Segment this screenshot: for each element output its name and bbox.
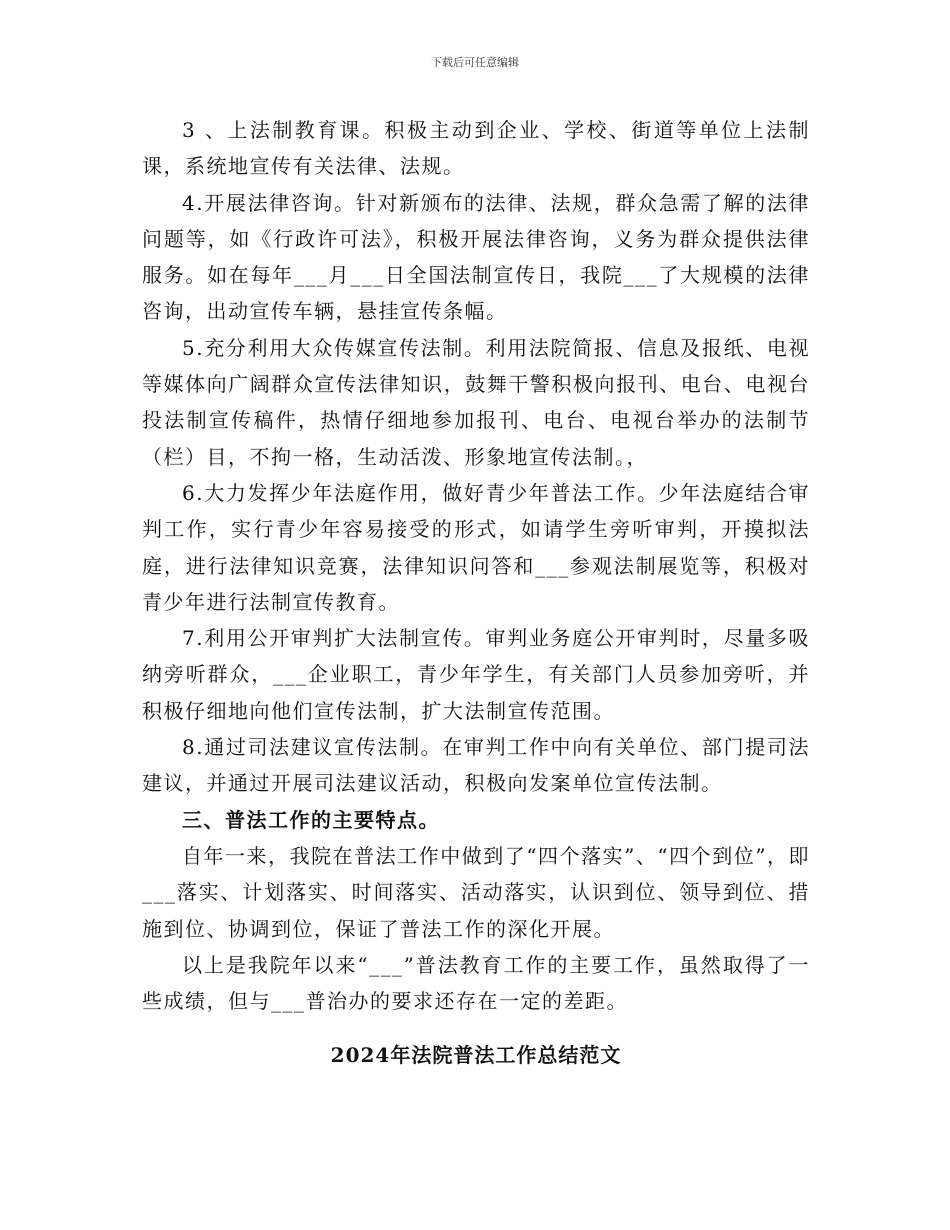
paragraph-item-7: 7.利用公开审判扩大法制宣传。审判业务庭公开审判时，尽量多吸纳旁听群众，___企业职工，青少年学生，有关部门人员参加旁听，并积极仔细地向他们宣传法制，扩大法制宣传范围。 xyxy=(142,626,810,723)
paragraph-item-3: 3 、上法制教育课。积极主动到企业、学校、街道等单位上法制课，系统地宣传有关法律、法规。 xyxy=(142,118,810,179)
next-document-title: 2024年法院普法工作总结范文 xyxy=(330,1043,622,1068)
document-body xyxy=(142,112,810,1073)
section-heading: 三、普法工作的主要特点。 xyxy=(182,807,440,832)
closing-paragraph-summary: 以上是我院年以来“___”普法教育工作的主要工作，虽然取得了一些成绩，但与___普治办的要求还存在一定的差距。 xyxy=(142,952,810,1014)
paragraph-item-6: 6.大力发挥少年法庭作用，做好青少年普法工作。少年法庭结合审判工作，实行青少年容易接受的形式，如请学生旁听审判，开摸拟法庭，进行法律知识竞赛，法律知识问答和___参观法制展览等，积极对青少年进行法制宣传教育。 xyxy=(142,480,810,614)
page-header-note: 下载后可任意编辑 xyxy=(431,56,519,69)
paragraph-item-5: 5.充分利用大众传媒宣传法制。利用法院简报、信息及报纸、电视等媒体向广阔群众宣传法律知识，鼓舞干警积极向报刊、电台、电视台投法制宣传稿件，热情仔细地参加报刊、电台、电视台举办的法制节（栏）目，不拘一格，生动活泼、形象地宣传法制。， xyxy=(142,335,810,469)
paragraph-item-8: 8.通过司法建议宣传法制。在审判工作中向有关单位、部门提司法建议，并通过开展司法建议活动，积极向发案单位宣传法制。 xyxy=(142,735,810,796)
paragraph-item-4: 4.开展法律咨询。针对新颁布的法律、法规，群众急需了解的法律问题等，如《行政许可法》，积极开展法律咨询，义务为群众提供法律服务。如在每年___月___日全国法制宣传日，我院___了大规模的法律咨询，出动宣传车辆，悬挂宣传条幅。 xyxy=(142,190,810,324)
closing-paragraph-features: 自年一来，我院在普法工作中做到了“四个落实”、“四个到位”，即___落实、计划落实、时间落实、活动落实，认识到位、领导到位、措施到位、协调到位，保证了普法工作的深化开展。 xyxy=(142,843,810,941)
